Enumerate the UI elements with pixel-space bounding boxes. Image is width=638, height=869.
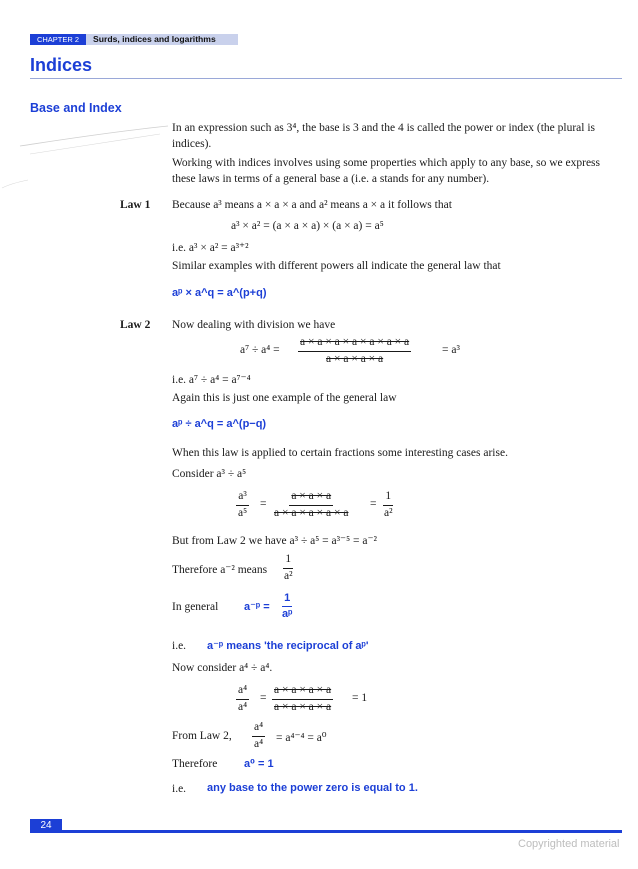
law-2-fraction: [298, 337, 411, 365]
law-2-sentence: Now dealing with division we have: [172, 319, 336, 331]
law-1-equation: a³ × a² = (a × a × a) × (a × a) = a⁵: [231, 220, 384, 232]
general-numerator: 1: [282, 593, 292, 607]
pencil-scribble-mark: [0, 118, 170, 198]
eq2-middle-fraction: [272, 685, 333, 713]
law-1-ie: i.e. a³ × a² = a³⁺²: [172, 242, 249, 254]
eq1-left-fraction: [236, 491, 249, 519]
law-1-sentence: Because a³ means a × a × a and a² means a × a it follows that: [172, 199, 452, 211]
law-1-similar: Similar examples with different powers all indicate the general law that: [172, 260, 501, 272]
ie-2-label: i.e.: [172, 783, 187, 795]
eq1-right-fraction: [382, 491, 395, 519]
eq2-left-numerator: a⁴: [236, 685, 249, 700]
eq1-middle-fraction: [272, 491, 350, 519]
eq2-left-denominator: a⁴: [238, 700, 248, 713]
from-law-2-result: = a⁴⁻⁴ = a⁰: [276, 732, 327, 744]
intro-paragraph-1: [172, 120, 612, 152]
equals-sign: =: [260, 498, 267, 510]
consider-1: Consider a³ ÷ a⁵: [172, 468, 247, 480]
from-law-2-denominator: a⁴: [254, 737, 264, 750]
equals-sign: =: [370, 498, 377, 510]
law-2-eq-right: = a³: [442, 344, 460, 356]
intro-text-2: Working with indices involves using some properties which apply to any base, so we express these laws in terms of a general base a (i.e. a stands for any number).: [172, 157, 601, 185]
page-number: 24: [30, 819, 62, 833]
footer-rule: [30, 830, 622, 833]
therefore-1: Therefore a⁻² means: [172, 564, 268, 576]
intro-paragraph-2: [172, 155, 612, 187]
general-lhs: a⁻ᵖ =: [244, 601, 270, 613]
consider-2: Now consider a⁴ ÷ a⁴.: [172, 662, 273, 674]
law-1-label: Law 1: [120, 199, 151, 211]
law-2-again: Again this is just one example of the general law: [172, 392, 397, 404]
eq2-middle-denominator: a × a × a × a: [274, 700, 332, 713]
law-2-ie: i.e. a⁷ ÷ a⁴ = a⁷⁻⁴: [172, 374, 251, 386]
therefore-2-label: Therefore: [172, 758, 218, 770]
zero-power-statement: any base to the power zero is equal to 1.: [207, 782, 418, 794]
eq2-right: = 1: [352, 692, 368, 704]
from-law-2-label: From Law 2,: [172, 730, 232, 742]
law-2-fraction-denominator: a × a × a × a: [326, 352, 384, 365]
law-2-eq-left: a⁷ ÷ a⁴ =: [240, 344, 280, 356]
general-denominator: aᵖ: [282, 608, 293, 620]
in-general-label: In general: [172, 601, 219, 613]
eq1-left-denominator: a⁵: [238, 506, 248, 519]
title-divider: [30, 78, 622, 79]
eq2-middle-numerator: a × a × a × a: [272, 685, 333, 700]
equals-sign: =: [260, 692, 267, 704]
chapter-title: Surds, indices and logarithms: [93, 34, 216, 44]
zero-power-rule: a⁰ = 1: [244, 758, 274, 770]
law-2-fraction-numerator: a × a × a × a × a × a × a: [298, 337, 411, 352]
general-fraction: [280, 593, 294, 620]
but-from-law-2: But from Law 2 we have a³ ÷ a⁵ = a³⁻⁵ = a⁻²: [172, 535, 377, 547]
chapter-tag: CHAPTER 2: [30, 34, 86, 45]
intro-text-1: In an expression such as 3⁴, the base is 3 and the 4 is called the power or index (the plural is indices).: [172, 122, 596, 150]
eq1-middle-numerator: a × a × a: [289, 491, 333, 506]
eq1-right-numerator: 1: [383, 491, 393, 506]
law-2-rule: aᵖ ÷ a^q = a^(p−q): [172, 418, 267, 430]
eq2-left-fraction: [236, 685, 249, 713]
page-title: Indices: [30, 55, 93, 75]
law-2-label: Law 2: [120, 319, 151, 331]
from-law-2-numerator: a⁴: [252, 722, 265, 737]
reciprocal-statement: a⁻ᵖ means 'the reciprocal of aᵖ': [207, 640, 369, 652]
from-law-2-fraction: [252, 722, 265, 750]
eq1-left-numerator: a³: [236, 491, 249, 506]
ie-label: i.e.: [172, 640, 187, 652]
therefore-1-numerator: 1: [283, 554, 293, 569]
eq1-right-denominator: a²: [384, 506, 393, 519]
eq1-middle-denominator: a × a × a × a × a: [274, 506, 349, 519]
therefore-1-fraction: [282, 554, 295, 582]
therefore-1-denominator: a²: [284, 569, 293, 582]
fractions-intro: When this law is applied to certain fractions some interesting cases arise.: [172, 447, 508, 459]
copyright-watermark: Copyrighted material: [518, 838, 620, 850]
law-1-rule: aᵖ × a^q = a^(p+q): [172, 287, 267, 299]
section-title: Base and Index: [30, 101, 122, 115]
